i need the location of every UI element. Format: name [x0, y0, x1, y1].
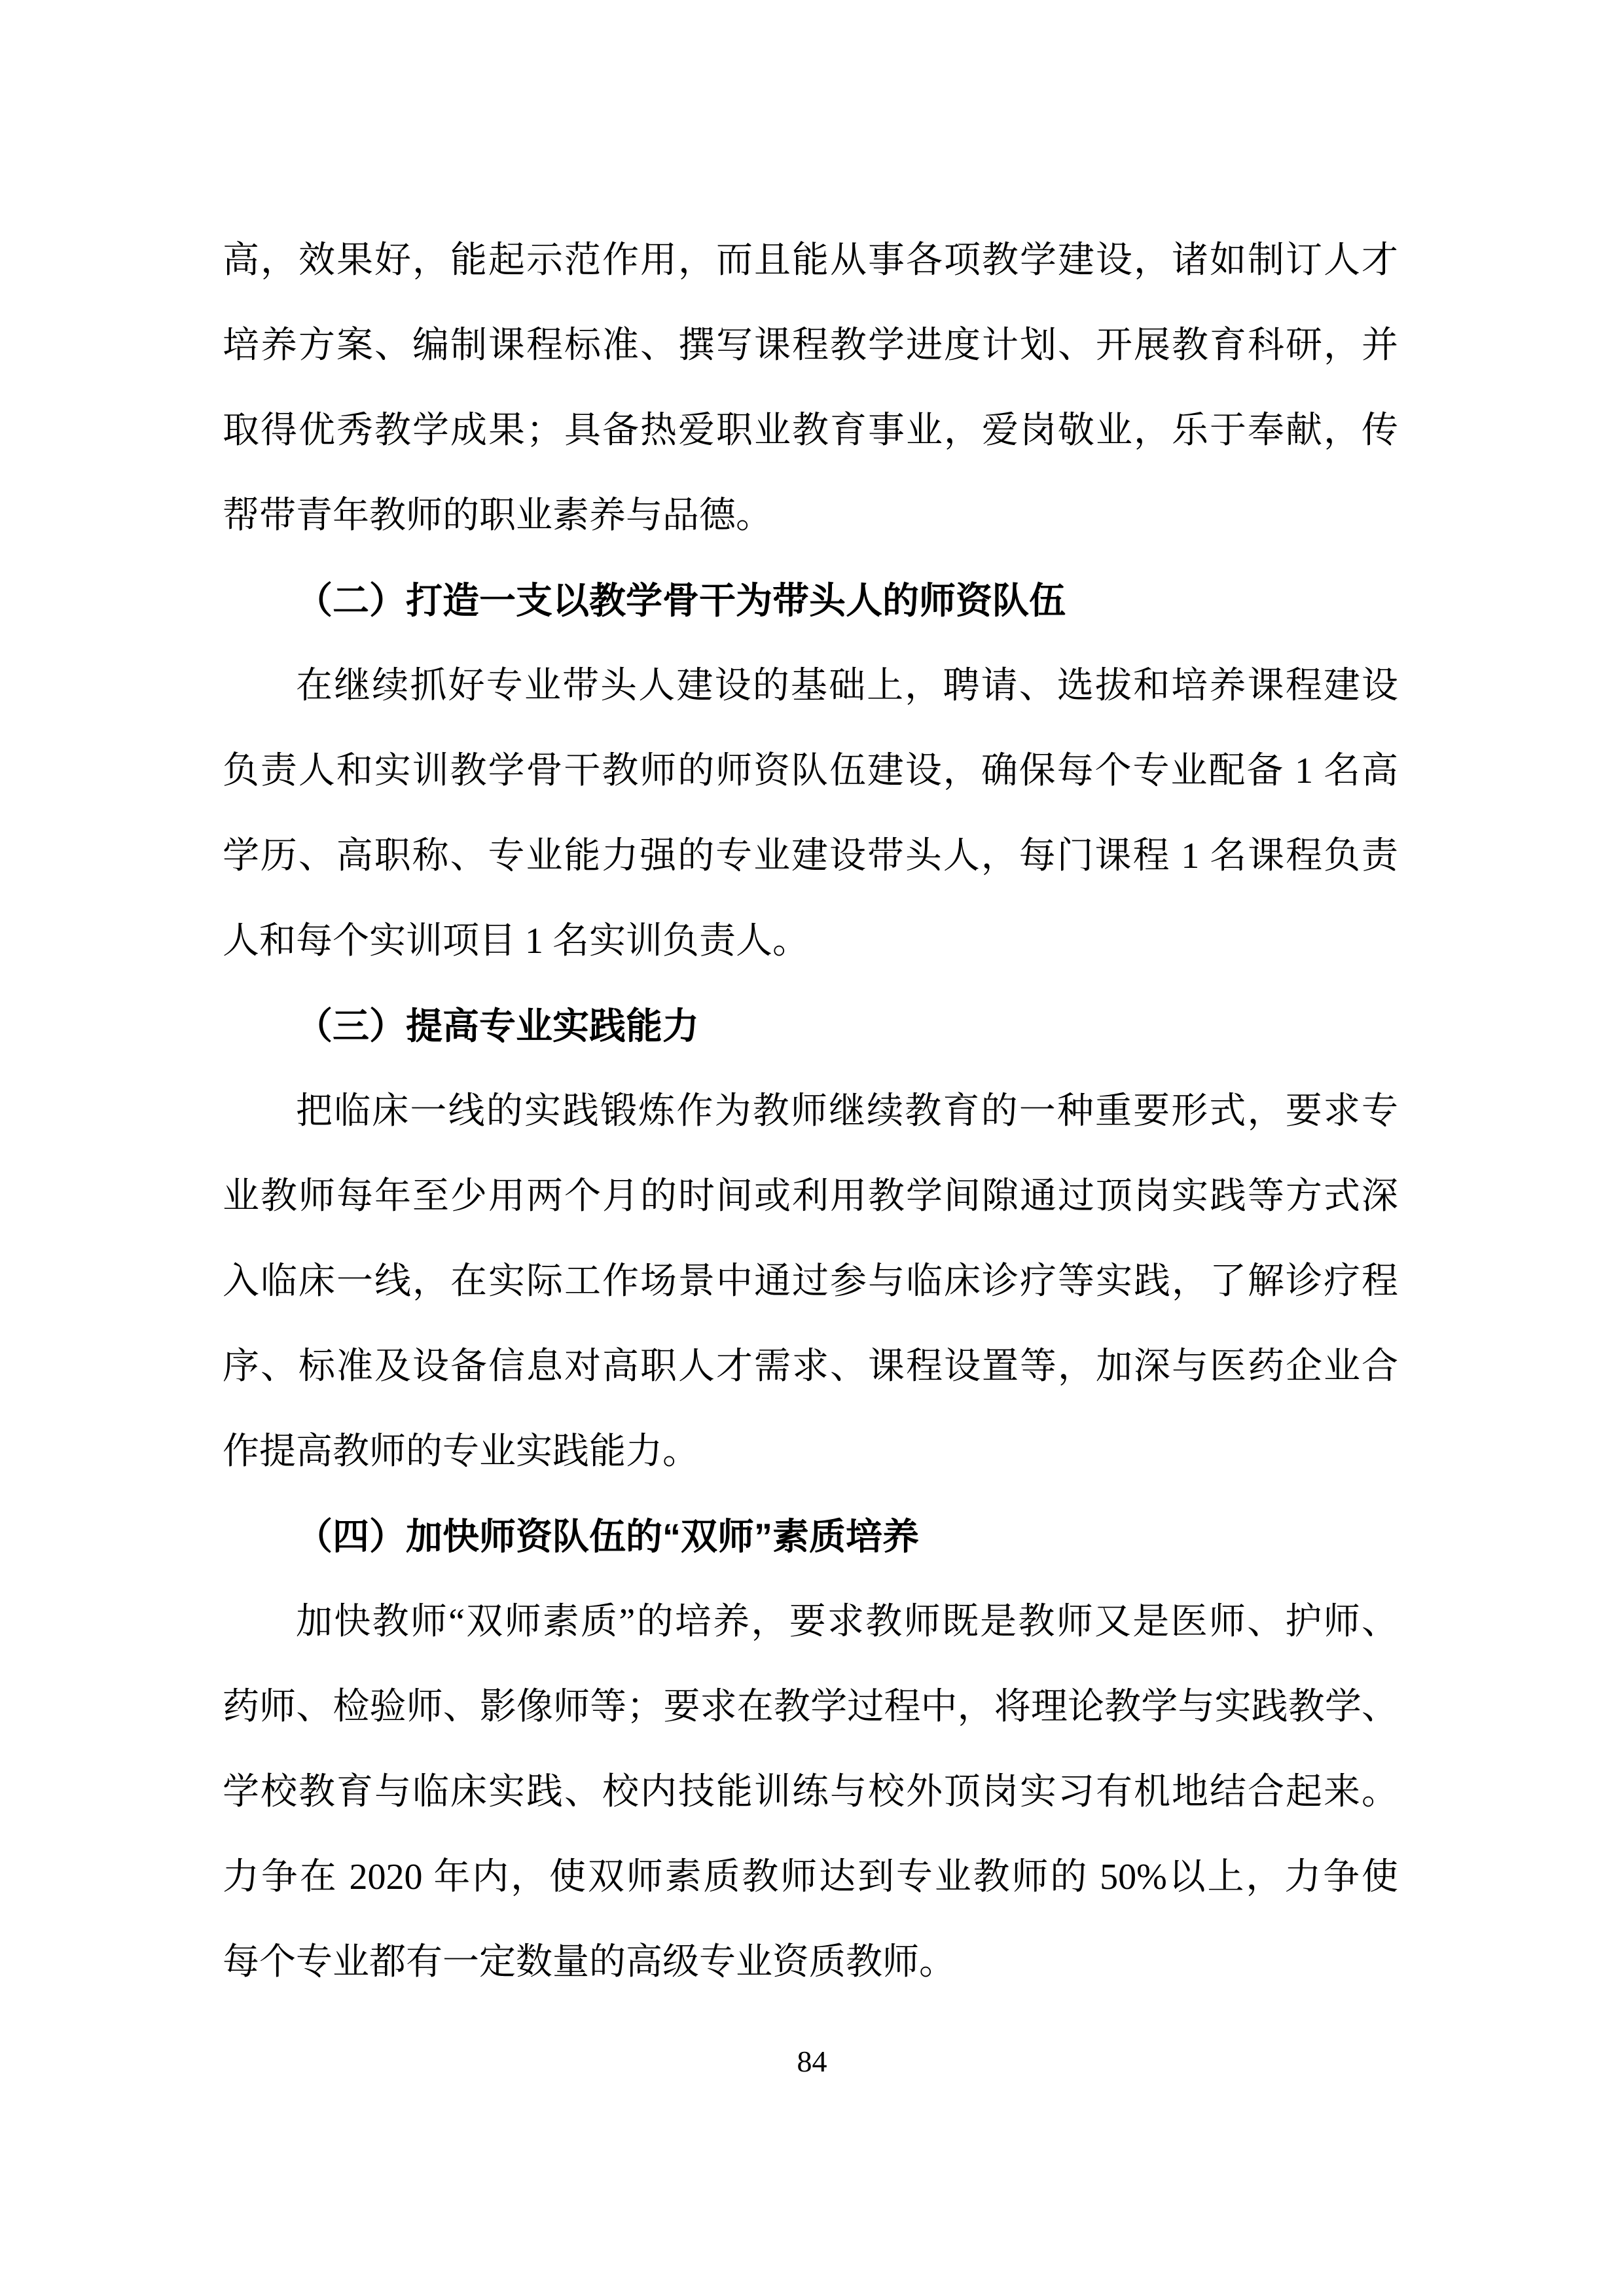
body-text-line: 高，效果好，能起示范作用，而且能从事各项教学建设，诸如制订人才 — [223, 240, 1398, 281]
body-text-line: 在继续抓好专业带头人建设的基础上，聘请、选拔和培养课程建设 — [296, 666, 1398, 706]
body-text-line: 每个专业都有一定数量的高级专业资质教师。 — [223, 1942, 956, 1982]
body-text-line: 人和每个实训项目 1 名实训负责人。 — [223, 921, 809, 961]
body-text-line: 序、标准及设备信息对高职人才需求、课程设置等，加深与医药企业合 — [223, 1346, 1398, 1387]
body-text-line: 培养方案、编制课程标准、撰写课程教学进度计划、开展教育科研，并 — [223, 325, 1398, 366]
body-text-line: 入临床一线，在实际工作场景中通过参与临床诊疗等实践，了解诊疗程 — [223, 1261, 1398, 1302]
section-heading: （四）加快师资队伍的“双师”素质培养 — [296, 1516, 919, 1557]
body-text-line: 学历、高职称、专业能力强的专业建设带头人，每门课程 1 名课程负责 — [223, 836, 1398, 876]
body-text-line: 加快教师“双师素质”的培养，要求教师既是教师又是医师、护师、 — [296, 1602, 1398, 1642]
body-text-line: 力争在 2020 年内，使双师素质教师达到专业教师的 50%以上，力争使 — [223, 1857, 1398, 1897]
body-text-line: 学校教育与临床实践、校内技能训练与校外顶岗实习有机地结合起来。 — [223, 1772, 1398, 1812]
body-text-line: 负责人和实训教学骨干教师的师资队伍建设，确保每个专业配备 1 名高 — [223, 751, 1398, 791]
section-heading: （三）提高专业实践能力 — [296, 1005, 699, 1047]
section-heading: （二）打造一支以教学骨干为带头人的师资队伍 — [296, 580, 1066, 621]
body-text-line: 作提高教师的专业实践能力。 — [223, 1431, 699, 1472]
body-text-line: 把临床一线的实践锻炼作为教师继续教育的一种重要形式，要求专 — [296, 1091, 1398, 1132]
document-text-block — [223, 218, 1398, 2005]
body-text-line: 取得优秀教学成果；具备热爱职业教育事业，爱岗敬业，乐于奉献，传 — [223, 410, 1398, 451]
body-text-line: 帮带青年教师的职业素养与品德。 — [223, 495, 772, 536]
page-number: 84 — [797, 2045, 827, 2078]
body-text-line: 业教师每年至少用两个月的时间或利用教学间隙通过顶岗实践等方式深 — [223, 1176, 1398, 1217]
body-text-line: 药师、检验师、影像师等；要求在教学过程中，将理论教学与实践教学、 — [223, 1687, 1398, 1727]
